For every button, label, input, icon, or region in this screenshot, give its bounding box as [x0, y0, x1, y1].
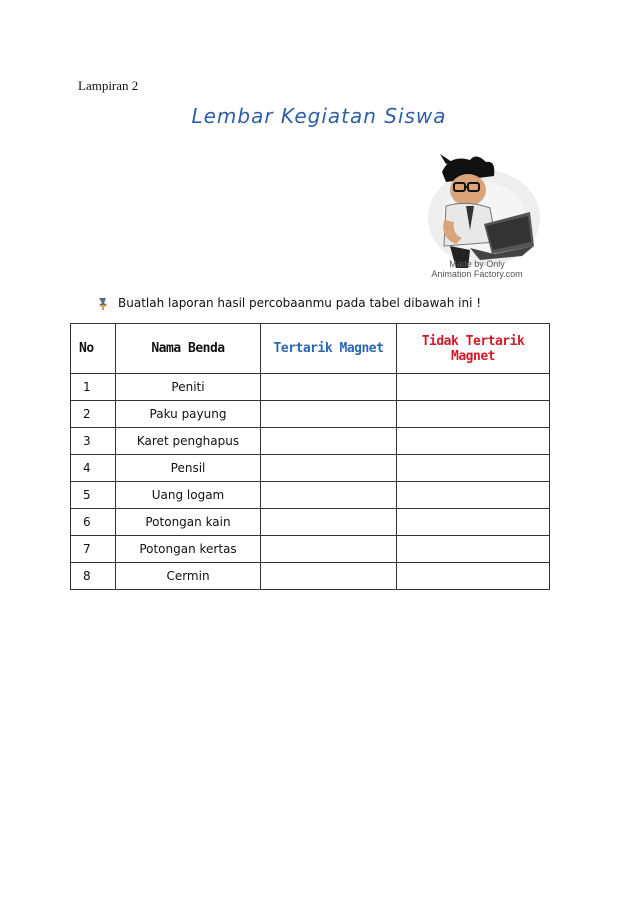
cell-tertarik-magnet[interactable]	[261, 455, 397, 482]
cell-tidak-tertarik-magnet[interactable]	[397, 428, 550, 455]
cell-tidak-tertarik-magnet[interactable]	[397, 563, 550, 590]
caption-line-2: Animation Factory.com	[431, 269, 523, 279]
instruction	[96, 296, 481, 310]
header-no: No	[71, 324, 116, 374]
cell-tidak-tertarik-magnet[interactable]	[397, 509, 550, 536]
table-row	[71, 509, 550, 536]
cartoon-boy-at-computer-icon	[410, 150, 542, 274]
cell-nama-benda: Potongan kertas	[116, 536, 261, 563]
pushpin-bullet-icon	[96, 296, 110, 310]
cell-tertarik-magnet[interactable]	[261, 482, 397, 509]
table-row	[71, 536, 550, 563]
cell-nama-benda: Pensil	[116, 455, 261, 482]
cell-tidak-tertarik-magnet[interactable]	[397, 482, 550, 509]
cell-nama-benda: Karet penghapus	[116, 428, 261, 455]
table-header-row	[71, 324, 550, 374]
cell-no: 3	[71, 428, 116, 455]
caption-line-1: Made by Only	[449, 259, 505, 269]
cell-tertarik-magnet[interactable]	[261, 401, 397, 428]
cell-no: 1	[71, 374, 116, 401]
cell-tidak-tertarik-magnet[interactable]	[397, 455, 550, 482]
header-tertarik-magnet: Tertarik Magnet	[261, 324, 397, 374]
header-tidak-tertarik-magnet: Tidak Tertarik Magnet	[397, 324, 550, 374]
cell-nama-benda: Potongan kain	[116, 509, 261, 536]
cell-nama-benda: Uang logam	[116, 482, 261, 509]
table-row	[71, 428, 550, 455]
header-nama-benda: Nama Benda	[116, 324, 261, 374]
table-row	[71, 563, 550, 590]
page-title: Lembar Kegiatan Siswa	[191, 104, 447, 128]
cell-nama-benda: Peniti	[116, 374, 261, 401]
instruction-text: Buatlah laporan hasil percobaanmu pada tabel dibawah ini !	[118, 296, 482, 310]
cell-tertarik-magnet[interactable]	[261, 509, 397, 536]
cell-no: 6	[71, 509, 116, 536]
cell-no: 7	[71, 536, 116, 563]
cell-tidak-tertarik-magnet[interactable]	[397, 536, 550, 563]
table-row	[71, 374, 550, 401]
cell-tertarik-magnet[interactable]	[261, 536, 397, 563]
cell-tertarik-magnet[interactable]	[261, 563, 397, 590]
cell-no: 4	[71, 455, 116, 482]
cell-no: 2	[71, 401, 116, 428]
table-row	[71, 482, 550, 509]
appendix-label: Lampiran 2	[78, 78, 139, 93]
cell-no: 8	[71, 563, 116, 590]
cell-tidak-tertarik-magnet[interactable]	[397, 401, 550, 428]
cell-nama-benda: Paku payung	[116, 401, 261, 428]
cell-tidak-tertarik-magnet[interactable]	[397, 374, 550, 401]
table-row	[71, 455, 550, 482]
cell-tertarik-magnet[interactable]	[261, 374, 397, 401]
cell-tertarik-magnet[interactable]	[261, 428, 397, 455]
table-row	[71, 401, 550, 428]
cell-no: 5	[71, 482, 116, 509]
figure-caption	[414, 259, 540, 279]
cell-nama-benda: Cermin	[116, 563, 261, 590]
observation-table	[70, 323, 550, 590]
